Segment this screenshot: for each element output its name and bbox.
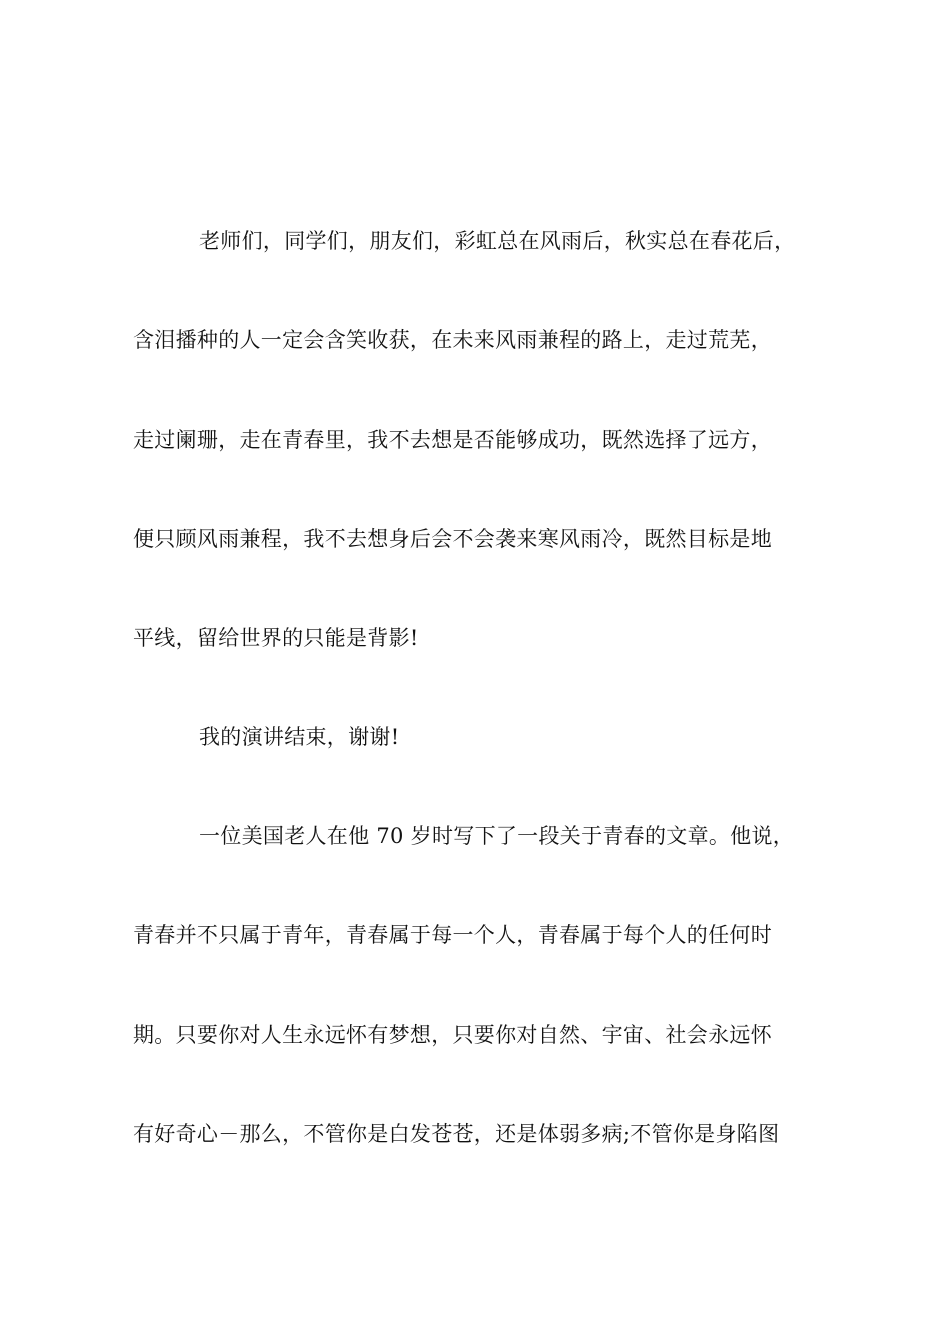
text-line: 走过阑珊，走在青春里，我不去想是否能够成功，既然选择了远方， — [133, 428, 772, 452]
text-line: 我的演讲结束，谢谢! — [199, 725, 400, 749]
text-line: 一位美国老人在他 70 岁时写下了一段关于青春的文章。他说， — [199, 824, 795, 848]
text-line: 青春并不只属于青年，青春属于每一个人，青春属于每个人的任何时 — [133, 923, 772, 947]
text-line: 老师们，同学们，朋友们，彩虹总在风雨后，秋实总在春花后， — [199, 229, 796, 253]
text-line: 有好奇心－那么，不管你是白发苍苍，还是体弱多病;不管你是身陷图 — [133, 1122, 780, 1146]
text-line: 含泪播种的人一定会含笑收获，在未来风雨兼程的路上，走过荒芜， — [133, 328, 772, 352]
text-line: 便只顾风雨兼程，我不去想身后会不会袭来寒风雨冷，既然目标是地 — [133, 527, 772, 551]
text-line: 平线，留给世界的只能是背影! — [133, 626, 419, 650]
text-line: 期。只要你对人生永远怀有梦想，只要你对自然、宇宙、社会永远怀 — [133, 1023, 772, 1047]
